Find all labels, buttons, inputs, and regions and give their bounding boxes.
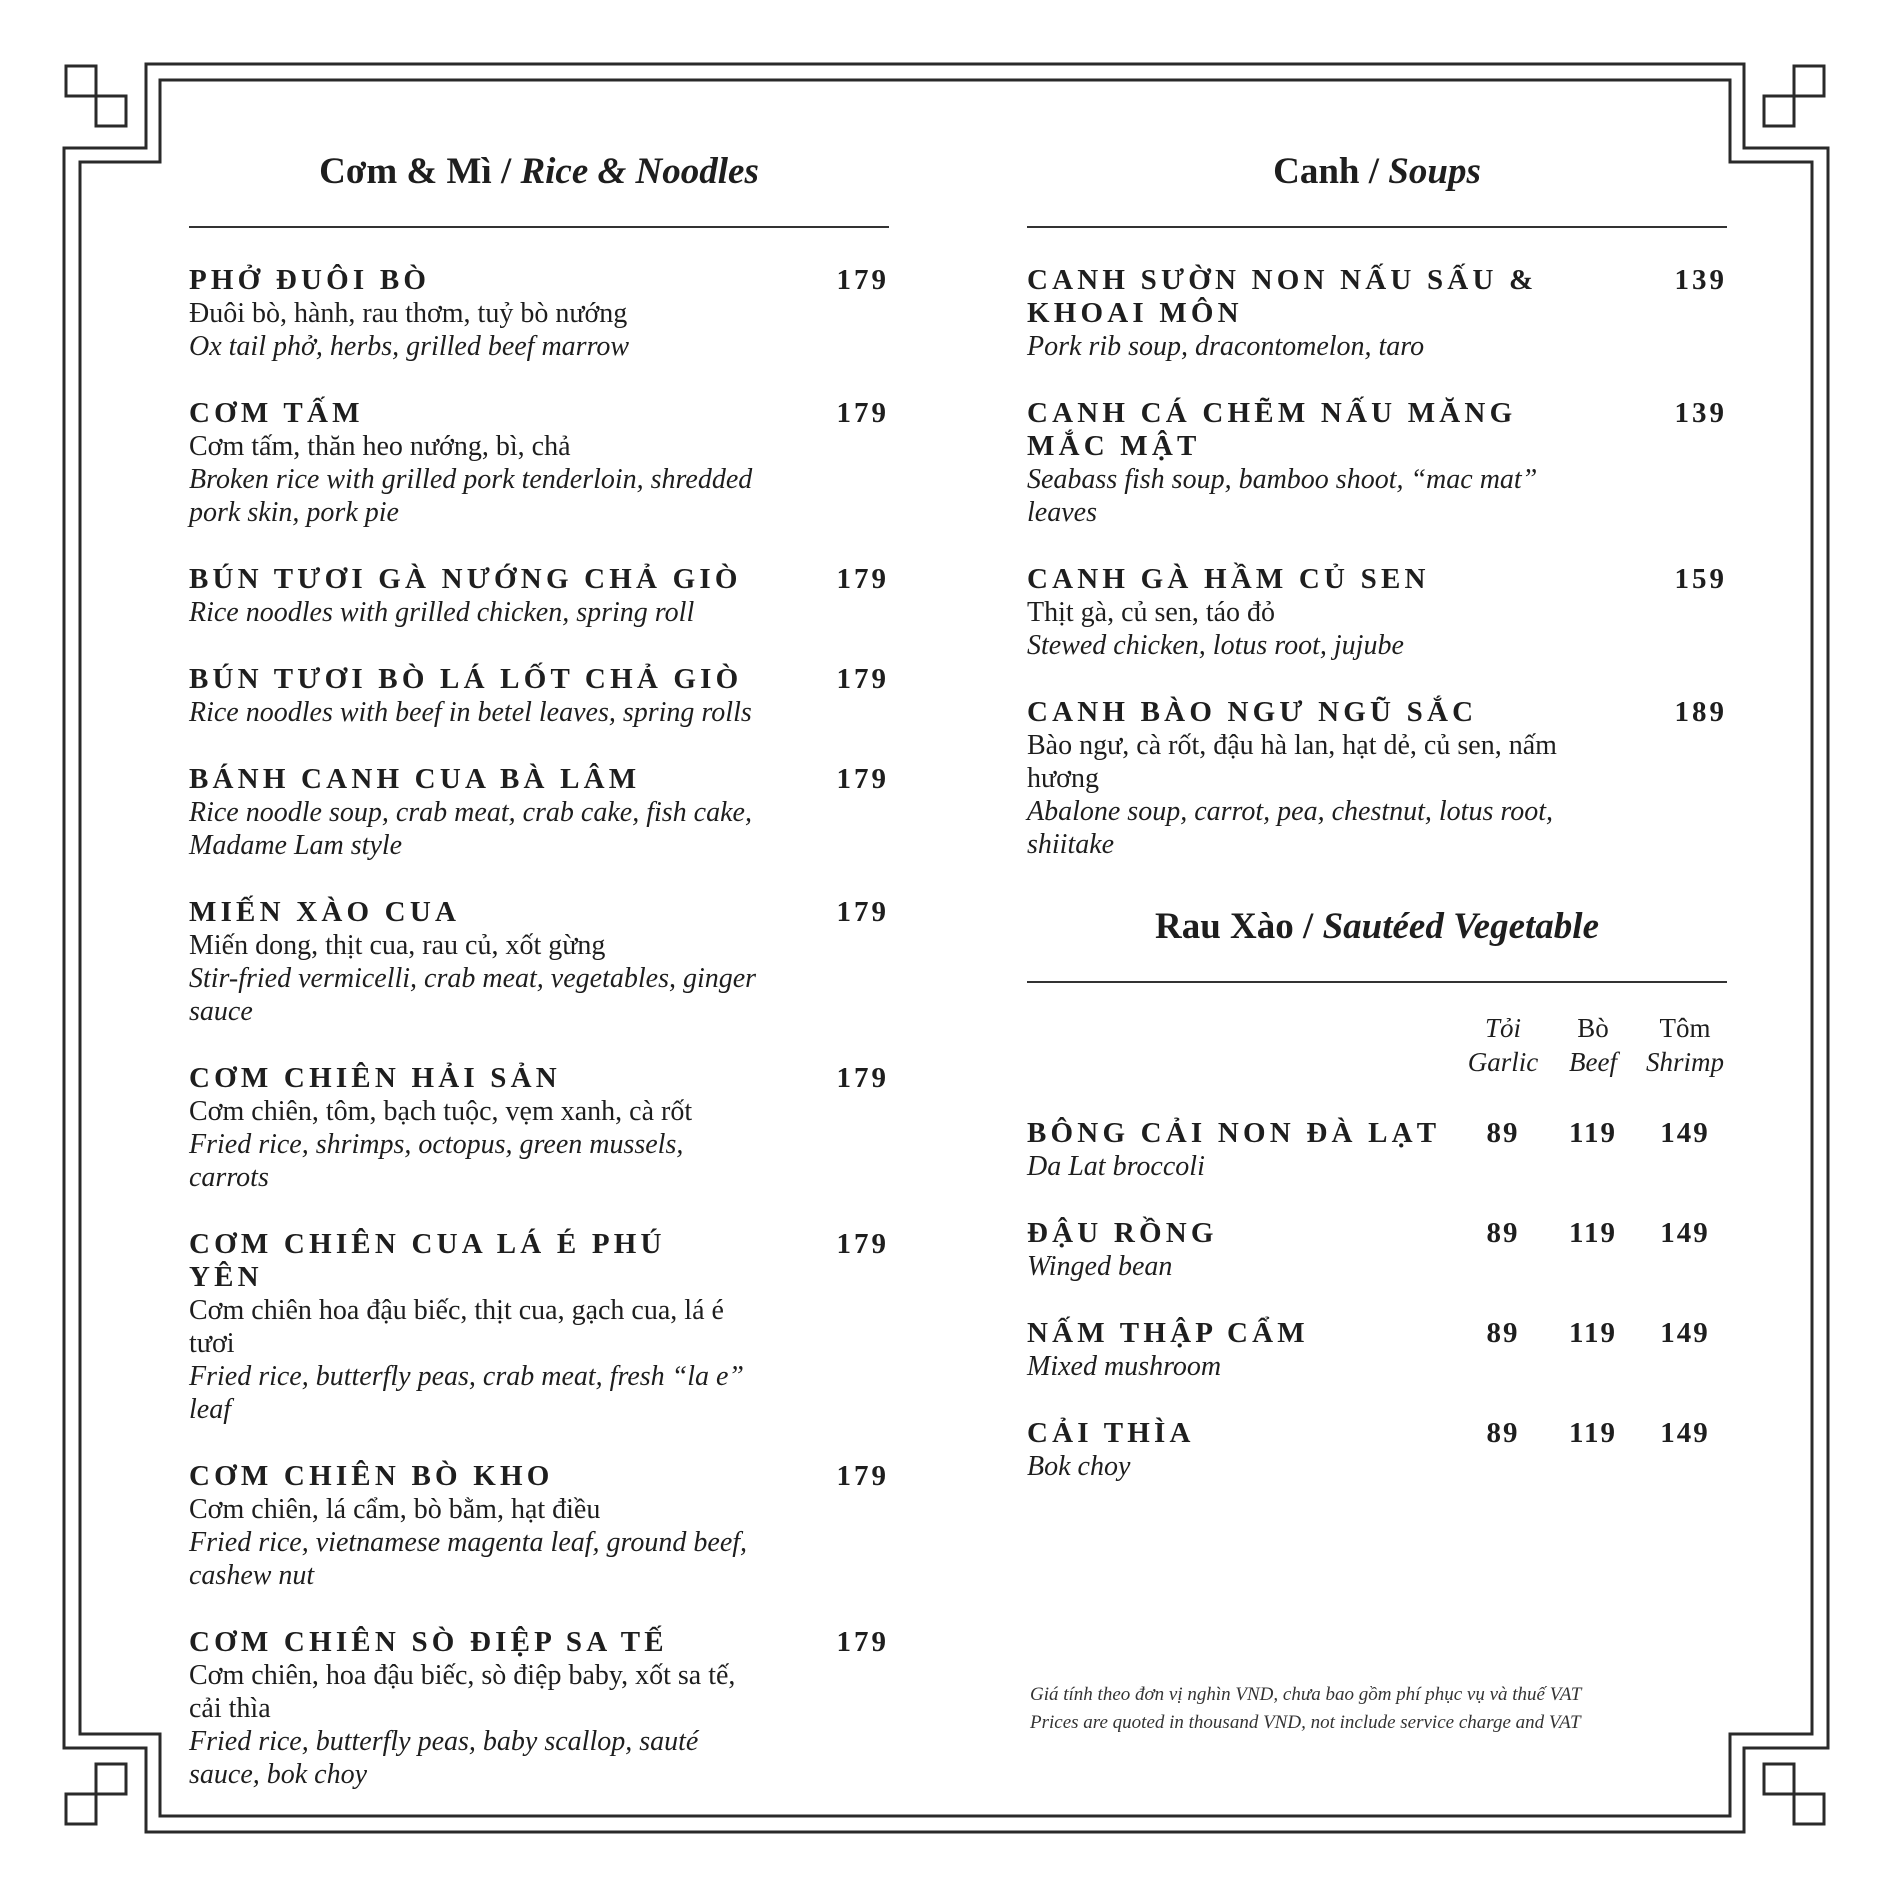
vegetable-item: [1027, 1317, 1727, 1383]
item-description-en: Winged bean: [1027, 1251, 1173, 1282]
item-description-en: Ox tail phở, herbs, grilled beef marrow: [189, 331, 630, 362]
title-vi: Canh: [1273, 151, 1360, 192]
menu-item: [189, 1460, 889, 1592]
item-price: 179: [836, 264, 889, 296]
item-name: NẤM THẬP CẨM: [1027, 1317, 1309, 1349]
menu-item: [189, 763, 889, 862]
vegetable-title: [1027, 895, 1727, 959]
menu-item: [189, 896, 889, 1028]
item-name: CƠM CHIÊN HẢI SẢN: [189, 1062, 561, 1094]
item-name: CƠM CHIÊN CUA LÁ É PHÚ YÊN: [189, 1228, 666, 1293]
column-header-vi: Tôm: [1659, 1013, 1711, 1043]
menu-item: [1027, 563, 1727, 662]
item-name: BÔNG CẢI NON ĐÀ LẠT: [1027, 1117, 1441, 1149]
item-name: PHỞ ĐUÔI BÒ: [189, 264, 431, 296]
item-name: CƠM CHIÊN BÒ KHO: [189, 1460, 554, 1492]
item-description-en: Abalone soup, carrot, pea, chestnut, lotus root, shiitake: [1027, 796, 1553, 860]
item-price: 159: [1674, 563, 1727, 595]
item-price: 179: [836, 1228, 889, 1260]
section-divider: [1027, 981, 1727, 983]
item-description-en: Seabass fish soup, bamboo shoot, “mac mat” leaves: [1027, 464, 1538, 528]
title-separator: /: [1359, 151, 1389, 192]
item-name: BÚN TƯƠI GÀ NƯỚNG CHẢ GIÒ: [189, 563, 742, 595]
column-header-en: Shrimp: [1645, 1047, 1724, 1077]
item-description-en: Bok choy: [1027, 1451, 1131, 1482]
column-header-garlic: [1455, 1011, 1551, 1079]
item-description-en: Fried rice, shrimps, octopus, green mussels, carrots: [189, 1129, 684, 1193]
item-price: 119: [1569, 1217, 1617, 1249]
item-price: 139: [1674, 264, 1727, 296]
item-description-en: Stir-fried vermicelli, crab meat, vegetables, ginger sauce: [189, 963, 757, 1027]
footnote-vi: Giá tính theo đơn vị nghìn VND, chưa bao gồm phí phục vụ và thuế VAT: [1030, 1684, 1582, 1705]
menu-item: [189, 264, 889, 363]
item-description-en: Rice noodles with beef in betel leaves, spring rolls: [189, 697, 752, 728]
item-description-vi: Cơm chiên, hoa đậu biếc, sò điệp baby, xốt sa tế, cải thìa: [189, 1660, 736, 1724]
item-price: 179: [836, 1062, 889, 1094]
item-price: 179: [836, 1460, 889, 1492]
item-description-vi: Miến dong, thịt cua, rau củ, xốt gừng: [189, 930, 606, 961]
item-description-vi: Cơm tấm, thăn heo nướng, bì, chả: [189, 431, 571, 462]
section-divider: [1027, 226, 1727, 228]
column-header-vi: Tỏi: [1484, 1013, 1522, 1043]
column-header-en: Beef: [1569, 1047, 1617, 1077]
item-description-vi: Cơm chiên, lá cẩm, bò bằm, hạt điều: [189, 1494, 601, 1525]
item-name: CANH CÁ CHẼM NẤU MĂNG MẮC MẬT: [1027, 397, 1517, 462]
title-en: Sautéed Vegetable: [1322, 906, 1599, 947]
menu-item: [1027, 264, 1727, 363]
menu-item: [1027, 397, 1727, 529]
menu-item: [189, 1626, 889, 1791]
item-price: 179: [836, 896, 889, 928]
item-price: 139: [1674, 397, 1727, 429]
item-price: 89: [1486, 1417, 1520, 1449]
item-price: 119: [1569, 1117, 1617, 1149]
item-description-en: Fried rice, butterfly peas, baby scallop, sauté sauce, bok choy: [189, 1726, 699, 1790]
item-price: 149: [1660, 1217, 1710, 1249]
item-price: 149: [1660, 1317, 1710, 1349]
item-description-en: Rice noodle soup, crab meat, crab cake, fish cake, Madame Lam style: [189, 797, 752, 861]
item-description-vi: Bào ngư, cà rốt, đậu hà lan, hạt dẻ, củ sen, nấm hương: [1027, 730, 1557, 794]
item-description-vi: Cơm chiên hoa đậu biếc, thịt cua, gạch cua, lá é tươi: [189, 1295, 724, 1359]
item-description-en: Pork rib soup, dracontomelon, taro: [1027, 331, 1425, 362]
rice-noodles-title: [189, 140, 889, 204]
rice-noodles-section: [189, 140, 889, 1791]
item-name: CANH BÀO NGƯ NGŨ SẮC: [1027, 696, 1478, 728]
item-name: CƠM CHIÊN SÒ ĐIỆP SA TẾ: [189, 1626, 668, 1658]
title-vi: Cơm & Mì: [319, 151, 492, 192]
item-price: 179: [836, 1626, 889, 1658]
item-price: 119: [1569, 1417, 1617, 1449]
item-name: ĐẬU RỒNG: [1027, 1217, 1218, 1249]
column-header-en: Garlic: [1467, 1047, 1539, 1077]
item-name: CANH GÀ HẦM CỦ SEN: [1027, 563, 1430, 595]
price-footnote: [1030, 1681, 1730, 1737]
item-name: BÚN TƯƠI BÒ LÁ LỐT CHẢ GIÒ: [189, 663, 743, 695]
item-price: 149: [1660, 1117, 1710, 1149]
vegetable-list: [1027, 1117, 1727, 1483]
item-price: 189: [1674, 696, 1727, 728]
item-description-vi: Thịt gà, củ sen, táo đỏ: [1027, 597, 1276, 628]
footnote-en: Prices are quoted in thousand VND, not include service charge and VAT: [1030, 1712, 1581, 1733]
title-separator: /: [1293, 906, 1323, 947]
vegetable-item: [1027, 1217, 1727, 1283]
item-description-en: Fried rice, vietnamese magenta leaf, ground beef, cashew nut: [189, 1527, 748, 1591]
soups-title: [1027, 140, 1727, 204]
item-name: CẢI THÌA: [1027, 1417, 1195, 1449]
item-description-en: Da Lat broccoli: [1027, 1151, 1205, 1182]
rice-noodles-list: [189, 264, 889, 1791]
item-price: 149: [1660, 1417, 1710, 1449]
item-price: 89: [1486, 1117, 1520, 1149]
menu-item: [189, 1062, 889, 1194]
soups-list: [1027, 264, 1727, 861]
item-description-en: Rice noodles with grilled chicken, spring roll: [189, 597, 695, 628]
item-name: CƠM TẤM: [189, 397, 364, 429]
item-price: 179: [836, 397, 889, 429]
title-en: Rice & Noodles: [520, 151, 759, 192]
column-header-vi: Bò: [1577, 1013, 1609, 1043]
title-en: Soups: [1388, 151, 1481, 192]
title-separator: /: [491, 151, 521, 192]
menu-item: [1027, 696, 1727, 861]
soups-section: [1027, 140, 1727, 1517]
item-name: MIẾN XÀO CUA: [189, 896, 461, 928]
section-divider: [189, 226, 889, 228]
column-header-beef: [1545, 1011, 1641, 1079]
title-vi: Rau Xào: [1155, 906, 1294, 947]
item-price: 179: [836, 763, 889, 795]
vegetable-section: [1027, 895, 1727, 1483]
item-price: 89: [1486, 1317, 1520, 1349]
vegetable-column-headers: [1027, 1011, 1727, 1081]
item-description-vi: Cơm chiên, tôm, bạch tuộc, vẹm xanh, cà rốt: [189, 1096, 693, 1127]
item-price: 89: [1486, 1217, 1520, 1249]
item-price: 119: [1569, 1317, 1617, 1349]
item-name: CANH SƯỜN NON NẤU SẤU & KHOAI MÔN: [1027, 264, 1538, 329]
item-description-en: Broken rice with grilled pork tenderloin, shredded pork skin, pork pie: [189, 464, 753, 528]
item-price: 179: [836, 663, 889, 695]
item-price: 179: [836, 563, 889, 595]
menu-item: [189, 663, 889, 729]
menu-item: [189, 397, 889, 529]
item-description-en: Stewed chicken, lotus root, jujube: [1027, 630, 1404, 661]
vegetable-item: [1027, 1117, 1727, 1183]
vegetable-item: [1027, 1417, 1727, 1483]
item-description-en: Mixed mushroom: [1027, 1351, 1222, 1382]
column-header-shrimp: [1637, 1011, 1733, 1079]
menu-item: [189, 1228, 889, 1426]
item-description-vi: Đuôi bò, hành, rau thơm, tuỷ bò nướng: [189, 298, 628, 329]
item-description-en: Fried rice, butterfly peas, crab meat, fresh “la e” leaf: [189, 1361, 744, 1425]
item-name: BÁNH CANH CUA BÀ LÂM: [189, 763, 641, 795]
menu-item: [189, 563, 889, 629]
